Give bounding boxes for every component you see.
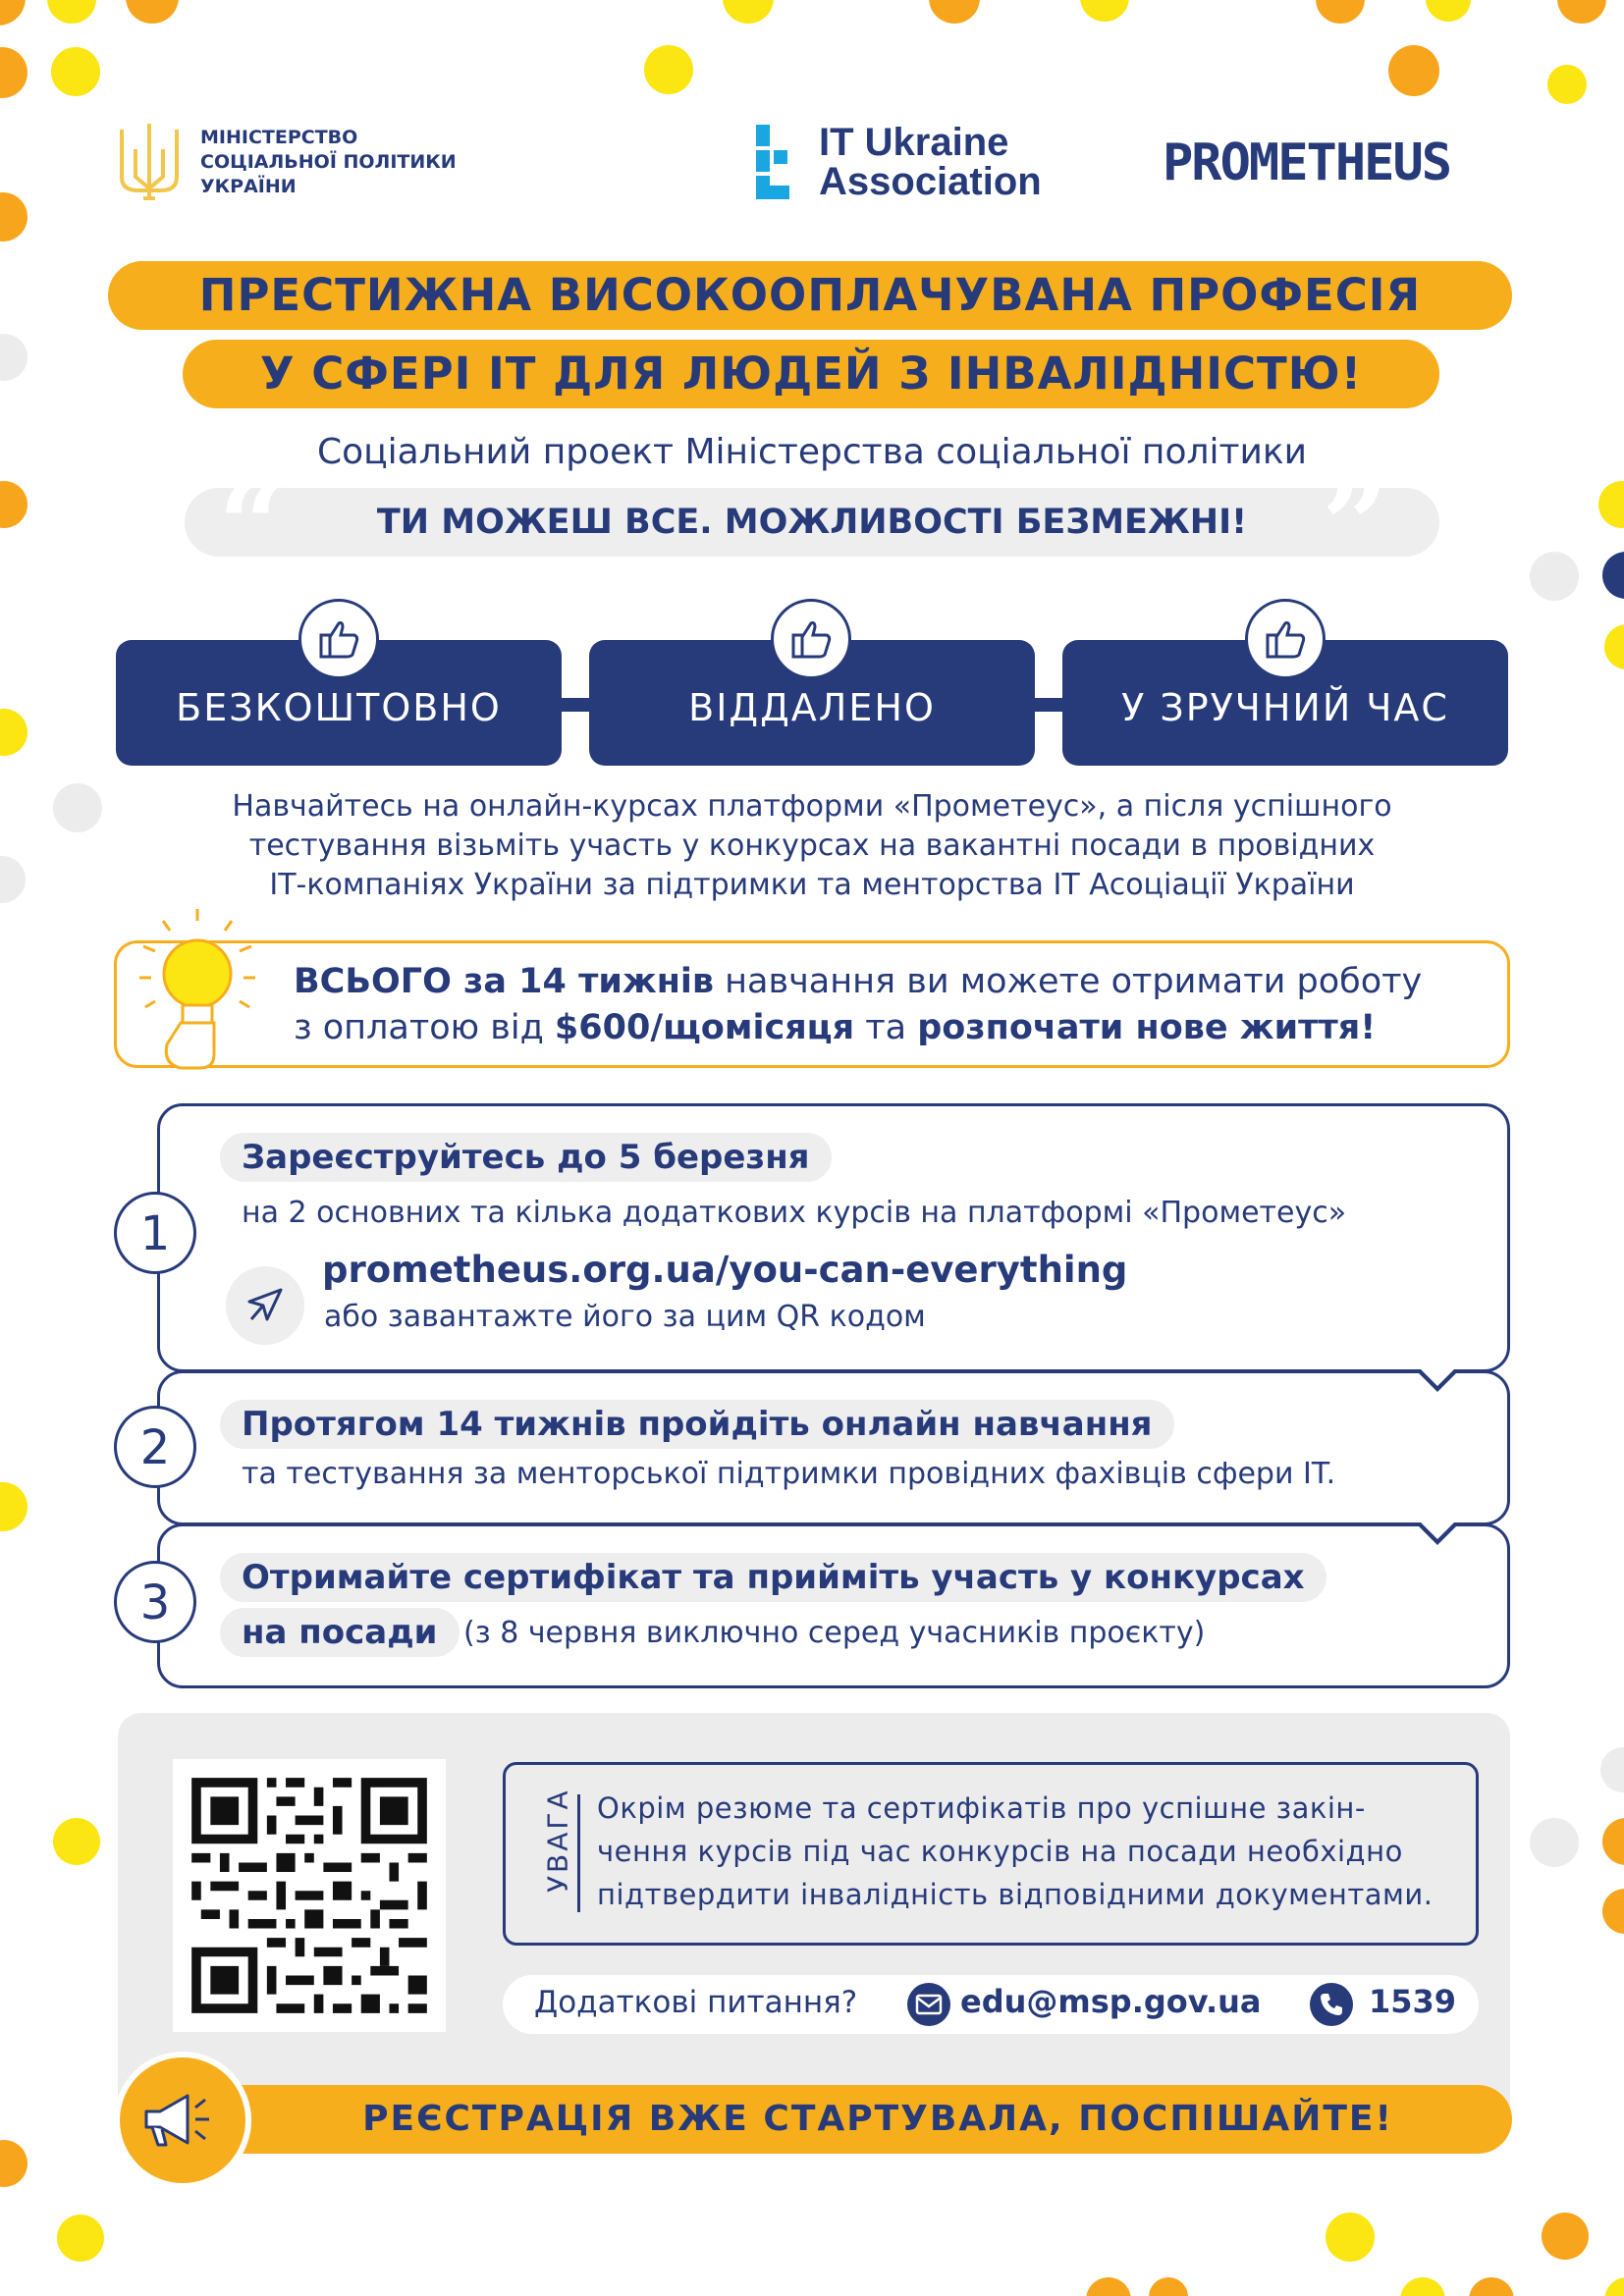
registration-link[interactable]: prometheus.org.ua/you-can-everything bbox=[322, 1249, 1128, 1291]
title-line-1: ПРЕСТИЖНА ВИСОКООПЛАЧУВАНА ПРОФЕСІЯ bbox=[108, 261, 1512, 330]
qr-code[interactable] bbox=[173, 1759, 446, 2032]
step-1-number: 1 bbox=[114, 1192, 196, 1274]
feature-flexible-time: У ЗРУЧНИЙ ЧАС bbox=[1062, 640, 1508, 766]
thumbs-up-icon bbox=[298, 599, 379, 679]
description-line-3: ІТ-компаніях України за підтримки та менторства ІТ Асоціації України bbox=[269, 868, 1355, 902]
attention-line-2: чення курсів під час конкурсів на посади необхідно bbox=[597, 1835, 1403, 1868]
contact-phone[interactable]: 1539 bbox=[1369, 1983, 1457, 2020]
step-2-number: 2 bbox=[114, 1406, 196, 1488]
step-2-text: та тестування за менторської підтримки провідних фахівців сфери IT. bbox=[242, 1457, 1336, 1491]
contact-question: Додаткові питання? bbox=[534, 1985, 858, 2020]
attention-divider bbox=[577, 1794, 580, 1912]
slogan: ТИ МОЖЕШ ВСЕ. МОЖЛИВОСТІ БЕЗМЕЖНІ! bbox=[185, 488, 1439, 557]
attention-line-3: підтвердити інвалідність відповідними документами. bbox=[597, 1878, 1434, 1911]
ministry-line-3: УКРАЇНИ bbox=[200, 175, 297, 197]
it-ukraine-mark-icon bbox=[756, 125, 793, 199]
it-ukraine-logo bbox=[756, 118, 1042, 206]
ministry-line-1: МІНІСТЕРСТВО bbox=[200, 126, 358, 148]
step-1-text: на 2 основних та кілька додаткових курсів на платформі «Прометеус» bbox=[242, 1196, 1347, 1230]
step-1-notch-fill bbox=[1420, 1368, 1455, 1386]
attention-line-1: Окрім резюме та сертифікатів про успішне закін- bbox=[597, 1791, 1366, 1825]
itua-line-1: IT Ukraine bbox=[819, 121, 1009, 164]
callout-bold-salary: $600/щомісяця bbox=[554, 1008, 855, 1047]
feature-remote: ВІДДАЛЕНО bbox=[589, 640, 1035, 766]
qr-code-icon bbox=[173, 1759, 446, 2032]
title-line-2: У СФЕРІ IT ДЛЯ ЛЮДЕЙ З ІНВАЛІДНІСТЮ! bbox=[183, 340, 1439, 408]
step-3-number: 3 bbox=[114, 1561, 196, 1643]
thumbs-up-icon bbox=[771, 599, 851, 679]
description-line-1: Навчайтесь на онлайн-курсах платформи «Прометеус», а після успішного bbox=[232, 789, 1392, 824]
callout-text-3: та bbox=[854, 1008, 918, 1047]
callout-text-2: з оплатою від bbox=[294, 1008, 555, 1047]
step-1-link-note: або завантажте його за цим QR кодом bbox=[324, 1300, 926, 1334]
feature-free: БЕЗКОШТОВНО bbox=[116, 640, 562, 766]
step-3-heading-2: на посади bbox=[220, 1608, 460, 1657]
open-quote-icon: “ bbox=[218, 456, 287, 595]
step-3-note: (з 8 червня виключно серед учасників проєкту) bbox=[463, 1616, 1206, 1650]
program-description bbox=[0, 787, 1624, 905]
callout-bold-new-life: розпочати нове життя! bbox=[917, 1008, 1377, 1047]
thumbs-up-icon bbox=[1245, 599, 1326, 679]
trident-icon bbox=[116, 120, 183, 204]
step-2-heading: Протягом 14 тижнів пройдіть онлайн навчання bbox=[220, 1400, 1174, 1449]
step-2-notch-fill bbox=[1420, 1522, 1455, 1539]
step-3-card bbox=[157, 1523, 1510, 1688]
feature-connector bbox=[560, 698, 589, 712]
salary-callout bbox=[114, 940, 1510, 1068]
step-3-heading: Отримайте сертифікат та прийміть участь у конкурсах bbox=[220, 1553, 1326, 1602]
prometheus-logo bbox=[1163, 124, 1450, 202]
close-quote-icon: ” bbox=[1322, 456, 1390, 595]
step-1-heading: Зареєструйтесь до 5 березня bbox=[220, 1133, 832, 1182]
registration-cta: РЕЄСТРАЦІЯ ВЖЕ СТАРТУВАЛА, ПОСПІШАЙТЕ! bbox=[185, 2085, 1512, 2154]
callout-text-1: навчання ви можете отримати роботу bbox=[714, 962, 1423, 1001]
contact-email[interactable]: edu@msp.gov.ua bbox=[960, 1983, 1262, 2020]
subtitle: Соціальний проект Міністерства соціальної політики bbox=[317, 432, 1307, 472]
itua-line-2: Association bbox=[819, 160, 1042, 203]
attention-label: УВАГА bbox=[541, 1788, 574, 1893]
light-bulb-icon bbox=[134, 907, 261, 1074]
attention-text bbox=[597, 1787, 1447, 1916]
phone-icon bbox=[1310, 1983, 1353, 2026]
ministry-logo bbox=[116, 118, 479, 206]
ministry-line-2: СОЦІАЛЬНОЇ ПОЛІТИКИ bbox=[200, 150, 457, 173]
feature-connector bbox=[1033, 698, 1062, 712]
callout-bold-duration: ВСЬОГО за 14 тижнів bbox=[294, 962, 715, 1001]
description-line-2: тестування візьміть участь у конкурсах на вакантні посади в провідних bbox=[248, 828, 1376, 863]
envelope-icon bbox=[907, 1983, 950, 2026]
prometheus-wordmark: PROMETHEUS bbox=[1163, 133, 1451, 192]
megaphone-icon bbox=[114, 2052, 251, 2189]
cursor-arrow-icon bbox=[226, 1266, 304, 1345]
